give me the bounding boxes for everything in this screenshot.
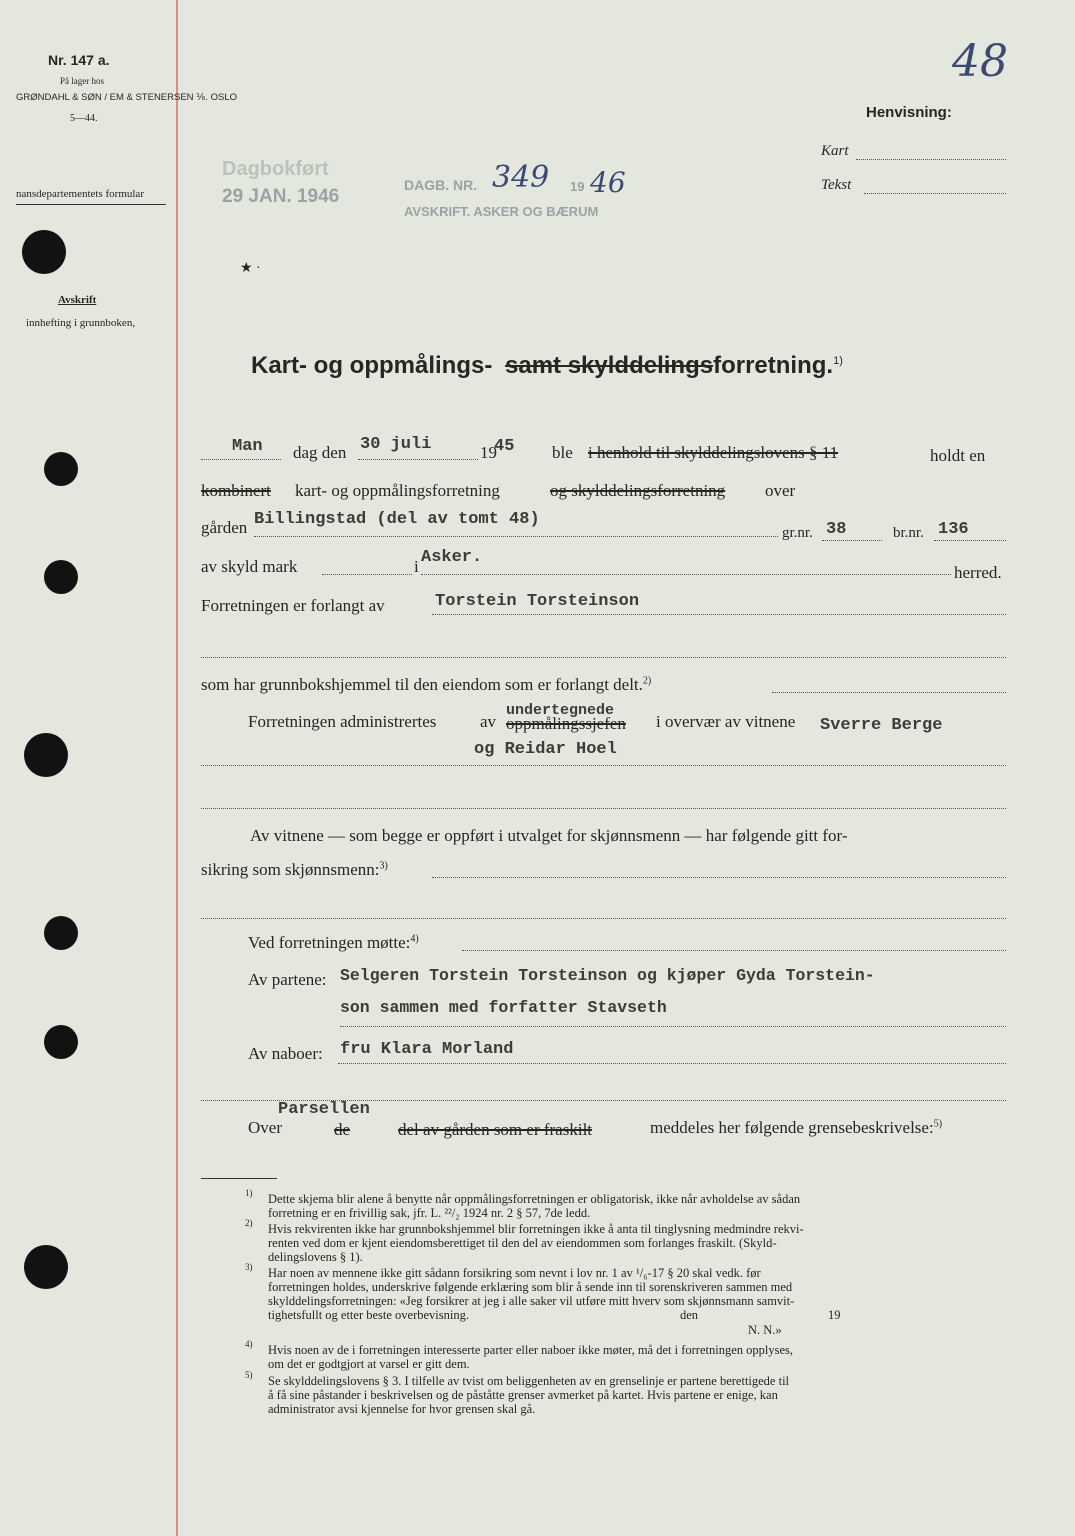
innhefting-label: innhefting i grunnboken, bbox=[26, 317, 136, 329]
footnote-2-num: 2) bbox=[245, 1218, 253, 1228]
footnote-5-line: Se skylddelingslovens § 3. I tilfelle av tvist om beliggenheten av en grenselinje er partene berettigede til bbox=[268, 1374, 790, 1388]
footnote-5-num: 5) bbox=[245, 1370, 253, 1380]
dotted-line bbox=[201, 459, 281, 460]
dagb-year-suffix: 46 bbox=[590, 166, 626, 199]
dagbokfort-stamp: Dagbokført bbox=[222, 158, 329, 180]
reference-tekst: Tekst bbox=[821, 177, 852, 193]
reference-tekst-line bbox=[864, 193, 1006, 194]
grunnbokshjemmel-text bbox=[201, 675, 651, 695]
struck-kombinert: kombinert bbox=[201, 481, 271, 500]
administrertes-label: Forretningen administrertes bbox=[248, 712, 437, 731]
ble-label: ble bbox=[552, 443, 573, 462]
forlangt-label: Forretningen er forlangt av bbox=[201, 596, 385, 615]
punch-hole bbox=[24, 1245, 68, 1289]
partene-label: Av partene: bbox=[248, 970, 327, 989]
avskrift-office-stamp: AVSKRIFT. ASKER OG BÆRUM bbox=[404, 204, 599, 219]
punch-hole bbox=[22, 230, 66, 274]
footnote-4-line: om det er godtgjort at varsel er gitt dem. bbox=[268, 1357, 470, 1371]
kart-oppmaling-text: kart- og oppmålingsforretning bbox=[295, 481, 500, 500]
punch-hole bbox=[44, 452, 78, 486]
footnote-3-signature: N. N.» bbox=[748, 1323, 782, 1337]
brnr-label: br.nr. bbox=[893, 525, 924, 541]
grnr-value: 38 bbox=[826, 520, 847, 539]
title-footnote: 1) bbox=[833, 355, 843, 367]
over-grense-label: Over bbox=[248, 1118, 282, 1137]
footnote-3-line: forretningen holdes, underskrive følgende erklæring som blir å sende inn til sorenskriveren sammen med bbox=[268, 1280, 793, 1294]
typed-vitne2: og Reidar Hoel bbox=[474, 740, 617, 759]
av-label: av bbox=[480, 712, 497, 731]
dagb-nr-label: DAGB. NR. bbox=[404, 177, 478, 193]
typed-year: 45 bbox=[494, 437, 515, 456]
footnote-2-line: Hvis rekvirenten ikke har grunnbokshjemmel blir forretningen ikke å anta til tinglysning medmindre rekvi- bbox=[268, 1222, 804, 1236]
dag-den-label: dag den bbox=[293, 443, 347, 462]
form-date-code: 5—44. bbox=[70, 113, 98, 124]
dotted-line bbox=[201, 918, 1006, 919]
naboer-label: Av naboer: bbox=[248, 1044, 323, 1063]
i-label: i bbox=[414, 557, 419, 576]
document-title bbox=[251, 352, 843, 380]
footnote-2-line: renten ved dom er kjent eiendomsberettiget til den del av eiendommen som forlanges fraskilt. (Skyld- bbox=[268, 1236, 777, 1250]
dotted-line bbox=[421, 574, 951, 575]
footnote-1-line: forretning er en frivillig sak, jfr. L. ²²/₂ 1924 nr. 2 § 57, 7de ledd. bbox=[268, 1206, 591, 1220]
typed-naboer: fru Klara Morland bbox=[340, 1040, 514, 1059]
typed-partene2: son sammen med forfatter Stavseth bbox=[340, 998, 667, 1017]
punch-hole bbox=[44, 560, 78, 594]
dotted-line bbox=[772, 692, 1006, 693]
avskrift-label: Avskrift bbox=[58, 294, 97, 306]
overvaer-label: i overvær av vitnene bbox=[656, 712, 796, 731]
form-number: Nr. 147 a. bbox=[48, 52, 110, 68]
page-number: 48 bbox=[952, 36, 1008, 87]
dagb-nr-value: 349 bbox=[492, 160, 550, 195]
nineteen-label: 19 bbox=[480, 443, 497, 462]
footnote-3-den: den bbox=[680, 1308, 699, 1322]
punch-hole bbox=[44, 1025, 78, 1059]
motte-text bbox=[248, 933, 419, 953]
dagb-year-prefix: 19 bbox=[570, 179, 585, 194]
garden-label: gården bbox=[201, 518, 248, 537]
reference-heading: Henvisning: bbox=[866, 104, 952, 121]
forsikring-label: sikring som skjønnsmenn: bbox=[201, 860, 380, 879]
footnote-3-line: Har noen av mennene ikke gitt sådann forsikring som nevnt i lov nr. 1 av ¹/₆-17 § 20 skal vedk. før bbox=[268, 1266, 761, 1280]
dotted-line bbox=[432, 614, 1006, 615]
department-underline bbox=[16, 204, 166, 205]
dotted-line bbox=[201, 808, 1006, 809]
typed-rekvirent: Torstein Torsteinson bbox=[435, 592, 640, 611]
footnote-1-num: 1) bbox=[245, 1188, 253, 1198]
dotted-line bbox=[822, 540, 882, 541]
title-struck: samt skylddelings bbox=[505, 352, 714, 379]
dotted-line bbox=[201, 657, 1006, 658]
dotted-line bbox=[462, 950, 1006, 951]
typed-vitne1: Sverre Berge bbox=[820, 716, 943, 735]
dotted-line bbox=[254, 536, 778, 537]
reference-kart-line bbox=[856, 159, 1006, 160]
footnote-ref: 5) bbox=[933, 1118, 943, 1130]
dotted-line bbox=[934, 540, 1006, 541]
small-mark: ★ · bbox=[240, 261, 261, 276]
footnote-ref: 4) bbox=[410, 933, 419, 945]
punch-hole bbox=[24, 733, 68, 777]
typed-garden: Billingstad (del av tomt 48) bbox=[254, 510, 540, 529]
footnote-3-year: 19 bbox=[828, 1308, 841, 1322]
dotted-line bbox=[358, 459, 478, 460]
struck-fraskilt: del av gården som er fraskilt bbox=[398, 1120, 593, 1139]
footnote-1-line: Dette skjema blir alene å benytte når oppmålingsforretningen er obligatorisk, ikke når avholdelse av sådan bbox=[268, 1192, 801, 1206]
motte-label: Ved forretningen møtte: bbox=[248, 933, 411, 952]
typed-partene1: Selgeren Torstein Torsteinson og kjøper Gyda Torstein- bbox=[340, 966, 875, 985]
grunnbokshjemmel-label: som har grunnbokshjemmel til den eiendom som er forlangt delt. bbox=[201, 675, 643, 694]
dotted-line bbox=[322, 574, 412, 575]
grensebeskrivelse-label: meddeles her følgende grensebeskrivelse: bbox=[650, 1118, 934, 1137]
forsikring-text bbox=[201, 860, 388, 880]
footnote-3-num: 3) bbox=[245, 1262, 253, 1272]
brnr-value: 136 bbox=[938, 520, 969, 539]
grnr-label: gr.nr. bbox=[782, 525, 813, 541]
typed-undertegnede: undertegnede bbox=[506, 702, 615, 719]
over-label: over bbox=[765, 481, 796, 500]
footnote-rule bbox=[201, 1178, 277, 1179]
printer-line: På lager hos bbox=[60, 76, 104, 86]
title-part2: forretning. bbox=[713, 352, 834, 379]
footnote-4-line: Hvis noen av de i forretningen interesserte parter eller naboer ikke møter, må det i forretningen opplyses, bbox=[268, 1343, 794, 1357]
punch-hole bbox=[44, 916, 78, 950]
herred-label: herred. bbox=[954, 563, 1002, 582]
title-part1: Kart- og oppmålings- bbox=[251, 352, 493, 379]
footnote-ref: 2) bbox=[642, 675, 652, 687]
department-label: nansdepartementets formular bbox=[16, 188, 144, 200]
footnote-5-line: administrator avsi kjennelse for hvor grensen skal gå. bbox=[268, 1402, 536, 1416]
date-stamp: 29 JAN. 1946 bbox=[222, 186, 340, 207]
reference-kart: Kart bbox=[821, 143, 849, 159]
vitnene-text: Av vitnene — som begge er oppført i utvalget for skjønnsmenn — har følgende gitt for- bbox=[250, 826, 848, 845]
skyld-label: av skyld mark bbox=[201, 557, 298, 576]
struck-de: de bbox=[334, 1120, 351, 1139]
printer-name: GRØNDAHL & SØN / EM & STENERSEN ⅙. OSLO bbox=[16, 92, 238, 103]
holdt-en-label: holdt en bbox=[930, 446, 986, 465]
dotted-line bbox=[340, 1026, 1006, 1027]
struck-skylddeling: og skylddelingsforretning bbox=[550, 481, 726, 500]
footnote-5-line: å få sine påstander i beskrivelsen og de påståtte grenser avmerket på kartet. Hvis partene er enige, kan bbox=[268, 1388, 778, 1402]
margin-rule bbox=[176, 0, 178, 1536]
footnote-3-line: skylddelingsforretningen: «Jeg forsikrer at jeg i alle saker vil utføre mitt hverv som skjønnsmann samvit- bbox=[268, 1294, 795, 1308]
grensebeskrivelse-text bbox=[650, 1118, 942, 1138]
footnote-4-num: 4) bbox=[245, 1339, 253, 1349]
typed-man: Man bbox=[232, 437, 263, 456]
footnote-3-line: tighetsfullt og etter beste overbevisning. bbox=[268, 1308, 469, 1322]
struck-henhold: i henhold til skylddelingslovens § 11 bbox=[588, 443, 839, 462]
dotted-line bbox=[432, 877, 1006, 878]
dotted-line bbox=[338, 1063, 1006, 1064]
typed-parsellen: Parsellen bbox=[278, 1100, 370, 1119]
struck-oppmalingssjefen: oppmålingssjefen bbox=[506, 714, 626, 733]
footnote-2-line: delingslovens § 1). bbox=[268, 1250, 363, 1264]
dotted-line bbox=[201, 765, 1006, 766]
typed-date: 30 juli bbox=[360, 435, 432, 454]
typed-herred: Asker. bbox=[421, 548, 483, 567]
footnote-ref: 3) bbox=[379, 860, 388, 872]
